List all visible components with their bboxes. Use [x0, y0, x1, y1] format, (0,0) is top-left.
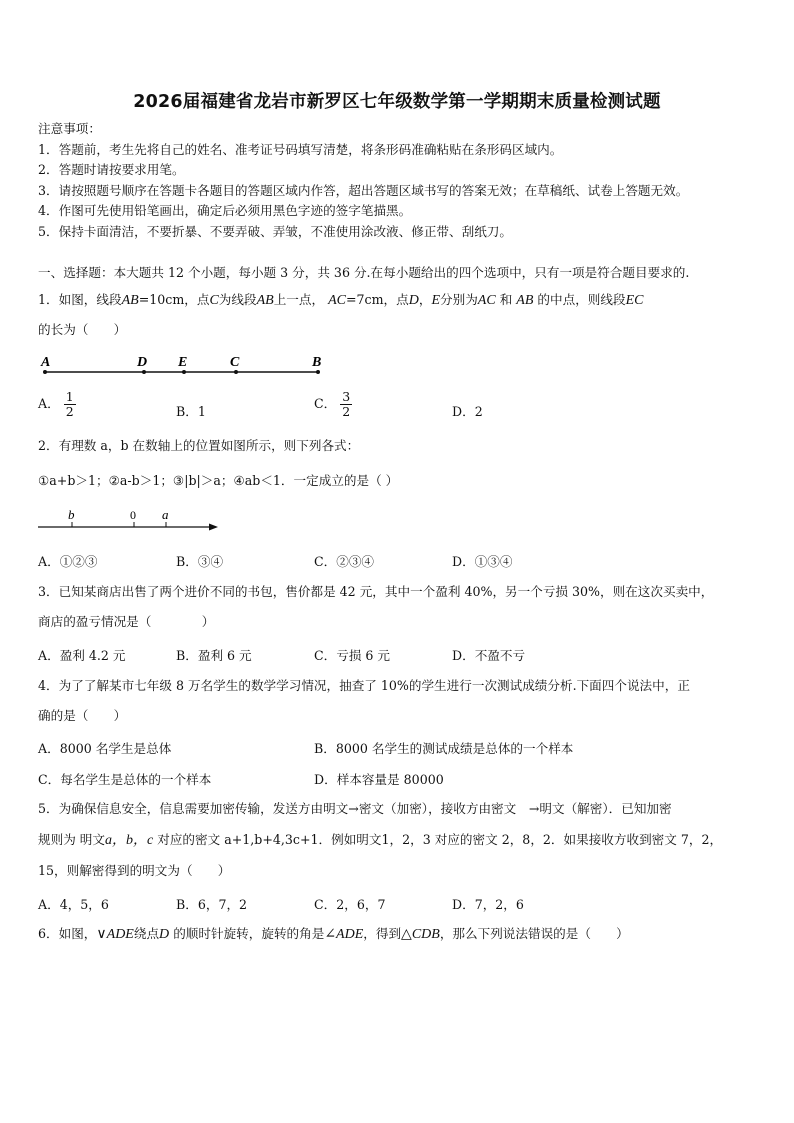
q5-option-a[interactable]: A．4，5，6 — [38, 897, 109, 912]
axis-label-b: b — [68, 507, 75, 522]
q2-option-d[interactable]: D．①③④ — [452, 554, 513, 569]
point-b-dot — [316, 370, 320, 374]
q3-option-a[interactable]: A．盈利 4.2 元 — [38, 648, 126, 663]
point-e-dot — [182, 370, 186, 374]
q5-stem-line3: 15，则解密得到的明文为（ ） — [38, 863, 231, 878]
q1-option-c[interactable]: C． $\frac{3}{2}$ — [314, 389, 351, 419]
q2-number-line — [36, 506, 226, 534]
q3-option-c[interactable]: C．亏损 6 元 — [314, 648, 391, 663]
q5-stem: 5．为确保信息安全，信息需要加密传输，发送方由明文→密文（加密），接收方由密文 →明文（解密）．已知加密 — [38, 801, 672, 816]
q2-option-b[interactable]: B．③④ — [176, 554, 224, 569]
q1-option-d[interactable]: D．2 — [452, 404, 483, 419]
q1-option-a-fraction: $\frac{1}{2}$ — [65, 389, 74, 419]
label-b: B — [312, 355, 322, 370]
q4-option-c[interactable]: C．每名学生是总体的一个样本 — [38, 772, 212, 787]
q6-stem: 6．如图，∨ADE绕点D 的顺时针旋转，旋转的角是∠ADE，得到△CDB，那么下列说法错误的是（ ） — [38, 926, 629, 942]
q1-segment-figure — [38, 352, 338, 382]
q2-statements: ①a+b＞1；②a-b＞1；③|b|＞a；④ab＜1．一定成立的是（ ） — [38, 473, 399, 488]
arrow-right-icon — [209, 524, 218, 531]
label-c: C — [230, 355, 240, 370]
notice-item-4: 4．作图可先使用铅笔画出，确定后必须用黑色字迹的签字笔描黑。 — [38, 203, 412, 218]
q5-option-b[interactable]: B．6，7，2 — [176, 897, 248, 912]
q2-option-c[interactable]: C．②③④ — [314, 554, 375, 569]
q2-stem: 2．有理数 a，b 在数轴上的位置如图所示，则下列各式： — [38, 438, 360, 453]
q1-stem-line2: 的长为（ ） — [38, 322, 127, 337]
q5-option-c[interactable]: C．2，6，7 — [314, 897, 386, 912]
q4-option-a[interactable]: A．8000 名学生是总体 — [38, 741, 172, 756]
q3-stem: 3．已知某商店出售了两个进价不同的书包，售价都是 42 元，其中一个盈利 40%，另一个亏损 30%，则在这次买卖中， — [38, 584, 714, 599]
q5-stem-line2: 规则为 明文a，b，c 对应的密文 a+1,b+4,3c+1．例如明文1，2，3 对应的密文 2，8，2．如果接收方收到密文 7，2， — [38, 832, 723, 848]
q2-option-a[interactable]: A．①②③ — [38, 554, 98, 569]
q3-option-d[interactable]: D．不盈不亏 — [452, 648, 526, 663]
q4-stem-line2: 确的是（ ） — [38, 708, 127, 723]
label-e: E — [178, 355, 188, 370]
q4-option-d[interactable]: D．样本容量是 80000 — [314, 772, 444, 787]
notice-item-1: 1．答题前，考生先将自己的姓名、准考证号码填写清楚，将条形码准确粘贴在条形码区域内。 — [38, 142, 563, 157]
notice-item-3: 3．请按照题号顺序在答题卡各题目的答题区域内作答，超出答题区域书写的答案无效；在草稿纸、试卷上答题无效。 — [38, 183, 689, 198]
page-title: 2026届福建省龙岩市新罗区七年级数学第一学期期末质量检测试题 — [133, 92, 661, 112]
q1-stem: 1．如图，线段AB=10cm，点C为线段AB上一点， AC=7cm，点D，E分别为AC 和 AB 的中点，则线段EC — [38, 292, 644, 308]
notice-item-5: 5．保持卡面清洁，不要折暴、不要弄破、弄皱，不准使用涂改液、修正带、刮纸刀。 — [38, 224, 512, 239]
q1-option-b[interactable]: B．1 — [176, 404, 206, 419]
label-d: D — [137, 355, 148, 370]
q1-option-a[interactable]: A． $\frac{1}{2}$ — [38, 389, 74, 419]
q3-option-b[interactable]: B．盈利 6 元 — [176, 648, 252, 663]
label-a: A — [41, 355, 51, 370]
q5-option-d[interactable]: D．7，2，6 — [452, 897, 524, 912]
q1-option-c-fraction: $\frac{3}{2}$ — [342, 389, 351, 419]
point-a-dot — [43, 370, 47, 374]
q4-option-b[interactable]: B．8000 名学生的测试成绩是总体的一个样本 — [314, 741, 574, 756]
notice-heading: 注意事项： — [38, 121, 101, 136]
section-heading: 一、选择题：本大题共 12 个小题，每小题 3 分，共 36 分.在每小题给出的四个选项中，只有一项是符合题目要求的. — [38, 265, 690, 280]
axis-label-a: a — [162, 507, 169, 522]
point-c-dot — [234, 370, 238, 374]
q4-stem: 4．为了了解某市七年级 8 万名学生的数学学习情况，抽查了 10%的学生进行一次测试成绩分析.下面四个说法中，正 — [38, 678, 690, 693]
point-d-dot — [142, 370, 146, 374]
notice-item-2: 2．答题时请按要求用笔。 — [38, 162, 185, 177]
q3-stem-line2: 商店的盈亏情况是（ ） — [38, 614, 215, 629]
axis-label-0: 0 — [130, 508, 136, 522]
